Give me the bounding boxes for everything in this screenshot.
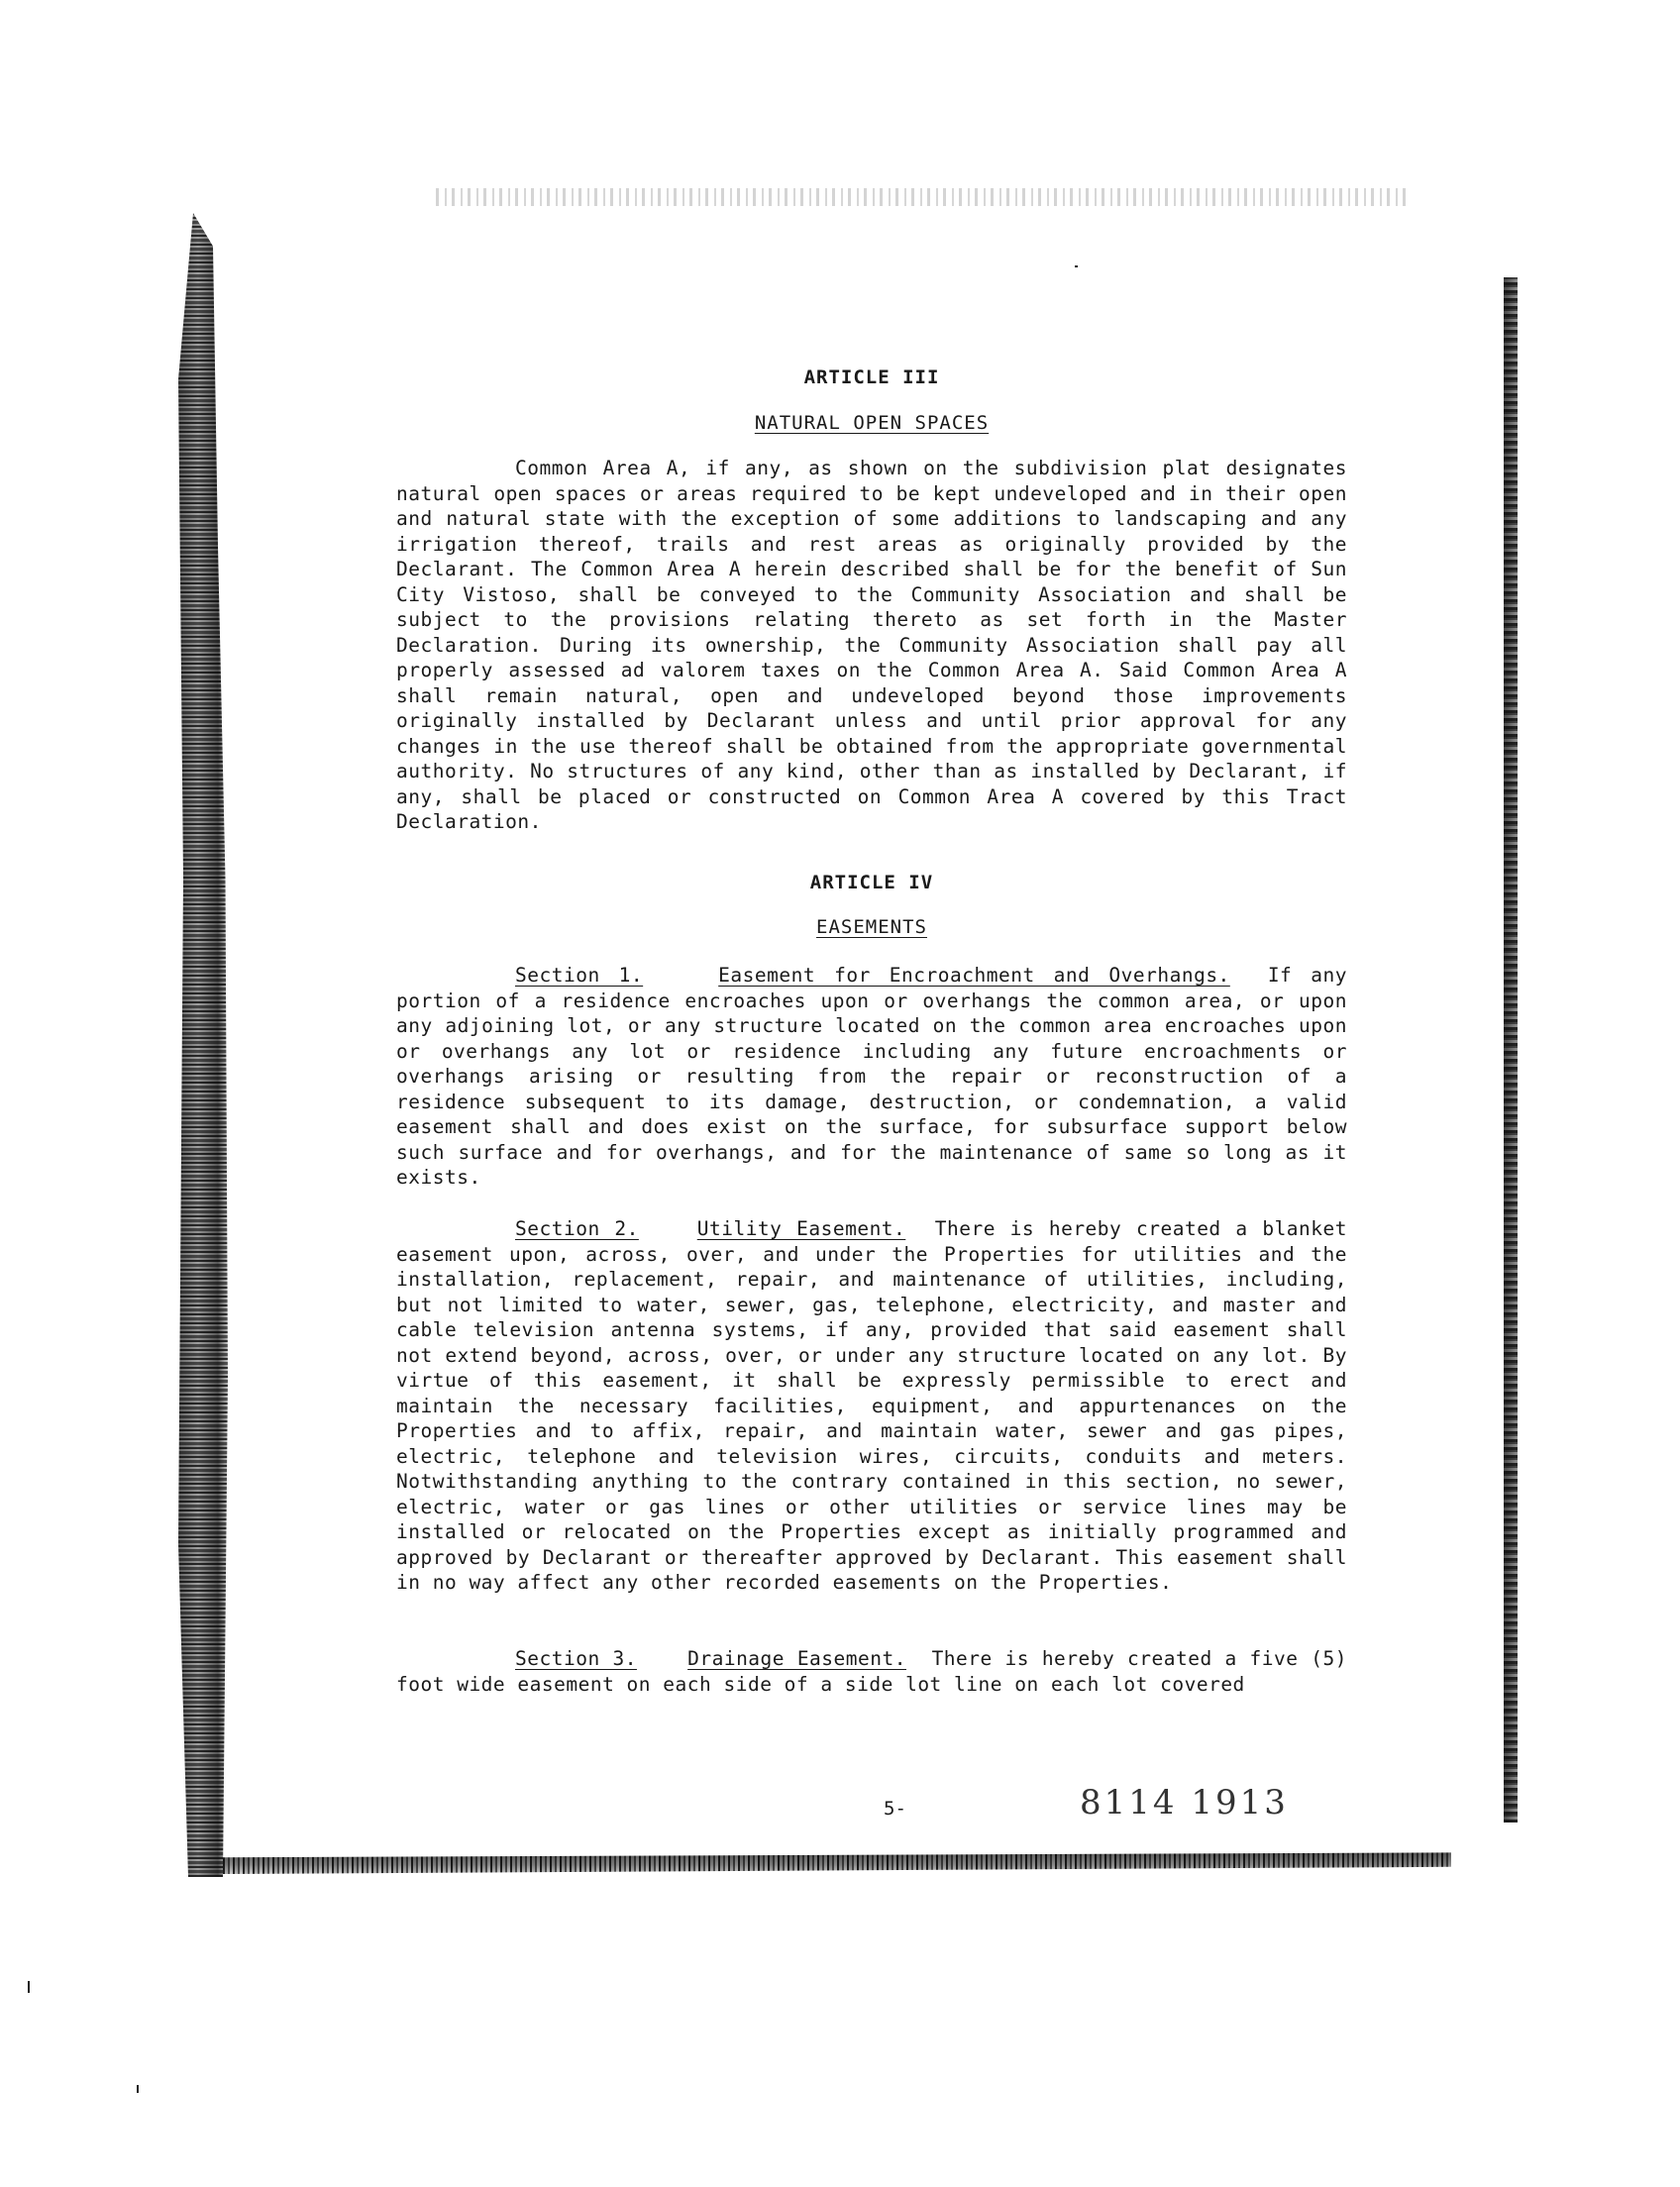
article-3-title (396, 412, 1347, 434)
article-4-heading: ARTICLE IV (809, 872, 934, 893)
section-2 (396, 1216, 1347, 1596)
scan-speck (28, 1981, 30, 1993)
scan-speck (137, 2085, 139, 2093)
scan-bottom-edge (223, 1850, 1451, 1874)
article-4-title-text: EASEMENTS (816, 916, 927, 938)
scan-right-edge (1504, 277, 1518, 1822)
article-4-title (396, 916, 1347, 938)
scan-noise-top (436, 188, 1407, 206)
section-1-label: Section 1. (515, 964, 644, 987)
section-1 (396, 963, 1347, 1191)
section-3-title: Drainage Easement. (687, 1647, 906, 1670)
section-1-body: If any portion of a residence encroaches upon or overhangs the common area, or upon any adjoining lot, or any structure located on the common area encroaches upon or overhangs any lot or residence including any future encroachments or overhangs arising or resulting from the repair or reconstruction of a residence subsequent to its damage, destruction, or condemnation, a valid easement shall and does exist on the surface, for subsurface support below such surface and for overhangs, and for the maintenance of same so long as it exists. (396, 964, 1348, 1189)
section-3-body: There is hereby created a five (5) foot wide easement on each side of a side lot line on each lot covered (396, 1647, 1347, 1696)
section-2-body: There is hereby created a blanket easement upon, across, over, and under the Properties for utilities and the installation, replacement, repair, and maintenance of utilities, including, but not limited to water, sewer, gas, telephone, electricity, and master and cable television antenna systems, if any, provided that said easement shall not extend beyond, across, over, or under any structure located on any lot. By virtue of this easement, it shall be expressly permissible to erect and maintain the necessary facilities, equipment, and appurtenances on the Properties and to affix, repair, and maintain water, sewer and gas pipes, electric, telephone and television wires, circuits, conduits and meters. Notwithstanding anything to the contrary contained in this section, no sewer, electric, water or gas lines or other utilities or service lines may be installed or relocated on the Properties except as initially programmed and approved by Declarant or thereafter approved by Declarant. This easement shall in no way affect any other recorded easements on the Properties. (396, 1217, 1348, 1594)
article-3-body (396, 456, 1347, 835)
document-page (396, 357, 1347, 1832)
section-1-title: Easement for Encroachment and Overhangs. (718, 964, 1230, 987)
page-number: 5- (884, 1798, 906, 1820)
record-number: 8114 1913 (1080, 1783, 1289, 1822)
section-3 (396, 1646, 1347, 1697)
scan-left-edge (178, 213, 228, 1877)
section-2-title: Utility Easement. (696, 1217, 906, 1240)
article-3-title-text: NATURAL OPEN SPACES (754, 412, 990, 434)
section-3-label: Section 3. (515, 1647, 637, 1670)
article-3-heading: ARTICLE III (803, 366, 940, 388)
article-3-body-text: Common Area A, if any, as shown on the subdivision plat designates natural open spaces or areas required to be kept undeveloped and in their open and natural state with the exception of some additions to landscaping and any irrigation thereof, trails and rest areas as originally provided by the Declarant. The Common Area A herein described shall be for the benefit of Sun City Vistoso, shall be conveyed to the Community Association and shall be subject to the provisions relating thereto as set forth in the Master Declaration. During its ownership, the Community Association shall pay all properly assessed ad valorem taxes on the Common Area A. Said Common Area A shall remain natural, open and undeveloped beyond those improvements originally installed by Declarant unless and until prior approval for any changes in the use thereof shall be obtained from the appropriate governmental authority. No structures of any kind, other than as installed by Declarant, if any, shall be placed or constructed on Common Area A covered by this Tract Declaration. (396, 457, 1347, 833)
scan-speck (1075, 265, 1078, 267)
section-2-label: Section 2. (515, 1217, 639, 1240)
